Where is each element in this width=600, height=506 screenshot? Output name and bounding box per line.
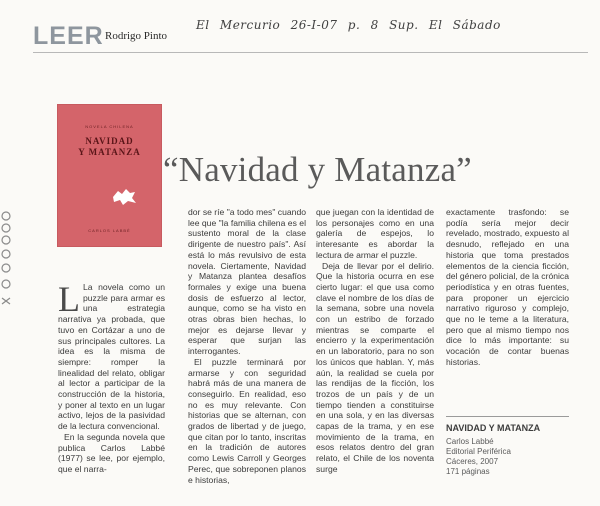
book-cover (57, 104, 162, 247)
paragraph: exactamente trasfondo: se podía sería mejor decir revelado, mostrado, expuesto al desnudo, reflejado en una historia que toma prestados elementos de la ciencia ficción, del género policial, de la crónica periodística y en otras fuentes, para proponer un ejercicio narrativo riguroso y complejo, que no le teme a la literatura, pero que al mismo tiempo nos dice lo más importante: su vocación de contar buenas historias. (446, 207, 569, 367)
article-column-4 (446, 207, 569, 368)
paragraph: En la segunda novela que publica Carlos Labbé (1977) se lee, por ejemplo, que el narra- (58, 431, 165, 474)
infobox-publisher: Editorial Periférica (446, 447, 511, 456)
header-rule (33, 52, 588, 53)
paragraph: El puzzle terminará por armarse y con seguridad habrá más de una manera de conseguirlo. En realidad, eso no es muy relevante. Con historias que se alternan, con grados de libertad y de juego, que citan por lo tanto, inscritas en la tradición de autores como Lewis Carroll y Georges Perec, que sobreponen planos e historias, (188, 356, 306, 485)
paragraph: La novela como un puzzle para armar es una estrategia narrativa ya probada, que tuvo en Cortázar a uno de sus principales cultores. La idea es la misma de siempre: romper la linealidad del relato, obligar al lector a participar de la construcción de la historia, y poner al texto en un lugar activo, lejos de la pasividad de la lectura convencional. (58, 282, 165, 432)
drop-cap: L (58, 279, 80, 319)
cover-splat-icon (111, 188, 137, 206)
byline-author: Rodrigo Pinto (105, 30, 168, 42)
cover-title-line: NAVIDAD (85, 136, 134, 146)
infobox-pages: 171 páginas (446, 467, 490, 476)
margin-marks (0, 208, 14, 318)
article-headline: “Navidad y Matanza” (163, 150, 472, 189)
paragraph: dor se ríe "a todo mes" cuando lee que "la familia chilena es el sustento moral de la clase dirigente de nuestro país". Así está lo más revulsivo de esta novela. Ciertamente, Navidad y Matanza plantea desafíos formales y exige una buena dosis de esfuerzo al lector, aunque, como se ha visto en otras obras bien hechas, lo mejor es dejarse llevar y esperar que surjan las interrogantes. (188, 207, 306, 357)
infobox-place-year: Cáceres, 2007 (446, 457, 499, 466)
cover-series: NOVELA CHILENA (85, 124, 134, 129)
article-column-1 (58, 279, 165, 475)
cover-title (57, 136, 162, 158)
infobox-title: NAVIDAD Y MATANZA (446, 423, 541, 433)
handwritten-annotation: El Mercurio 26-I-07 p. 8 Sup. El Sábado (196, 18, 501, 32)
infobox-author: Carlos Labbé (446, 437, 494, 446)
infobox-rule (446, 416, 569, 417)
section-label: LEER (33, 22, 104, 50)
paragraph: Deja de llevar por el delirio. Que la historia ocurra en ese cierto lugar: el que usa como clave el nombre de los días de la semana, sobre una novela con un estribo de forzado mientras se comparte el encierro y la experimentación en un laboratorio, para no son los únicos que hablan. Y, más aún, la realidad se cuela por las rendijas de la ficción, los trozos de un país y de un tiempo tienden a constituirse en una sola, y en las diversas capas de la trama, y en ese movimiento de la trama, en esos relatos dentro del gran relato, el Chile de los noventa surge (316, 260, 434, 474)
article-column-3 (316, 207, 434, 475)
cover-title-line: Y MATANZA (78, 147, 141, 157)
cover-author: CARLOS LABBÉ (88, 228, 131, 233)
article-column-2 (188, 207, 306, 485)
paragraph: que juegan con la identidad de los personajes como en una galería de espejos, lo interesante es abordar la lectura de armar el puzzle. (316, 207, 434, 260)
